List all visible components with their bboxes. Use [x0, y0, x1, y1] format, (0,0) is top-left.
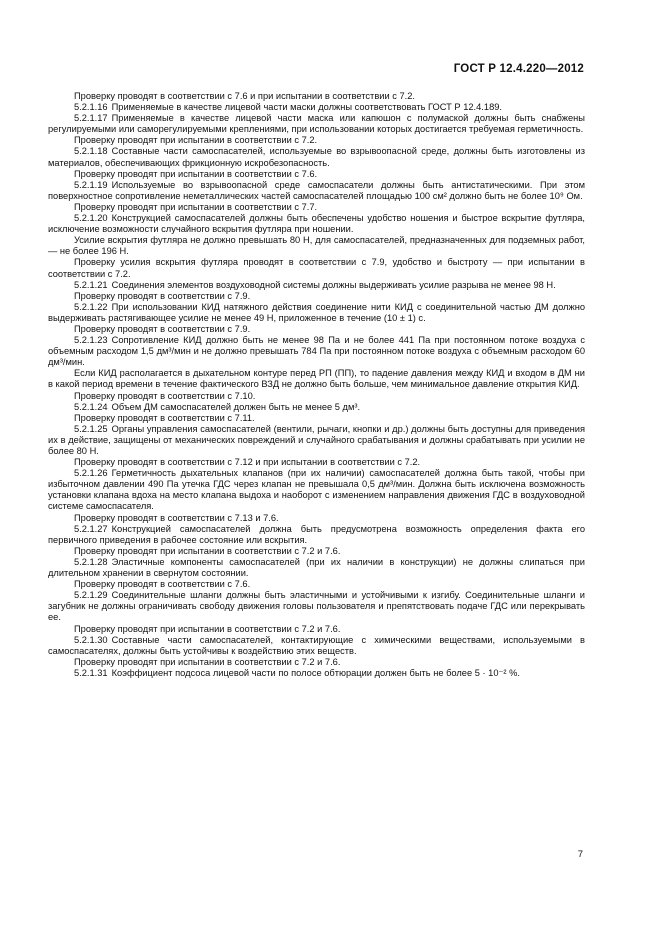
clause-number: 5.2.1.20	[74, 213, 108, 224]
clause-paragraph	[48, 335, 585, 368]
paragraph-text: Проверку проводят в соответствии с 7.9.	[74, 323, 251, 334]
verification-paragraph	[48, 257, 585, 279]
paragraph-text: Проверку проводят при испытании в соответствии с 7.2.	[74, 135, 318, 146]
verification-paragraph	[48, 291, 585, 302]
paragraph-text: Проверку проводят в соответствии с 7.10.	[74, 390, 256, 401]
verification-paragraph	[48, 135, 585, 146]
paragraph-text: Составные части самоспасателей, используемые во взрывоопасной среде, должны быть изготовлены из материалов, обеспечивающих фрикционную искробезопасность.	[48, 146, 585, 168]
verification-paragraph	[48, 391, 585, 402]
clause-number: 5.2.1.16	[74, 102, 108, 113]
clause-paragraph	[48, 468, 585, 512]
clause-paragraph	[48, 213, 585, 235]
paragraph-text: Конструкцией самоспасателей должны быть обеспечены удобство ношения и быстрое вскрытие футляра, исключение возможности случайного вскрытия футляра при ношении.	[48, 213, 585, 235]
paragraph-text: Проверку проводят в соответствии с 7.6.	[74, 579, 251, 590]
clause-paragraph	[48, 146, 585, 168]
verification-paragraph	[48, 235, 585, 257]
paragraph-text: Усилие вскрытия футляра не должно превышать 80 Н, для самоспасателей, предназначенных для подземных работ, — не более 196 Н.	[48, 235, 585, 257]
verification-paragraph	[48, 657, 585, 668]
clause-paragraph	[48, 180, 585, 202]
standard-header: ГОСТ Р 12.4.220—2012	[453, 63, 584, 75]
clause-number: 5.2.1.28	[74, 556, 108, 567]
paragraph-text: Проверку проводят при испытании в соответствии с 7.6.	[74, 168, 318, 179]
paragraph-text: Применяемые в качестве лицевой части маски должны соответствовать ГОСТ Р 12.4.189.	[111, 102, 502, 113]
clause-number: 5.2.1.19	[74, 179, 108, 190]
paragraph-text: Проверку проводят в соответствии с 7.13 и 7.6.	[74, 512, 279, 523]
clause-paragraph	[48, 302, 585, 324]
verification-paragraph	[48, 368, 585, 390]
verification-paragraph	[48, 457, 585, 468]
paragraph-text: Проверку проводят при испытании в соответствии с 7.2 и 7.6.	[74, 656, 341, 667]
clause-number: 5.2.1.18	[74, 146, 108, 157]
verification-paragraph	[48, 579, 585, 590]
paragraph-text: Соединения элементов воздуховодной системы должны выдерживать усилие разрыва не менее 98 Н.	[111, 279, 556, 290]
clause-paragraph	[48, 102, 585, 113]
clause-number: 5.2.1.26	[74, 468, 108, 479]
paragraph-text: Проверку проводят в соответствии с 7.12 и при испытании в соответствии с 7.2.	[74, 457, 421, 468]
verification-paragraph	[48, 324, 585, 335]
paragraph-text: Если КИД располагается в дыхательном контуре перед РП (ПП), то падение давления между КИД и входом в ДМ ни в какой период времени в течение фактического ВЗД не должно быть больше, чем минимальное давление открытия КИД.	[48, 368, 585, 390]
clause-paragraph	[48, 402, 585, 413]
verification-paragraph	[48, 91, 585, 102]
paragraph-text: Используемые во взрывоопасной среде самоспасатели должны быть антистатическими. При этом поверхностное сопротивление неметаллических частей самоспасателей площадью 100 см² должно быть не более 10⁹ Ом.	[48, 179, 585, 201]
paragraph-text: Проверку проводят при испытании в соответствии с 7.2 и 7.6.	[74, 545, 341, 556]
paragraph-text: Проверку проводят при испытании в соответствии с 7.2 и 7.6.	[74, 623, 341, 634]
clause-paragraph	[48, 635, 585, 657]
paragraph-text: Применяемые в качестве лицевой части маска или капюшон с полумаской должны быть снабжены регулируемыми или саморегулируемыми креплениями, при использовании которых достигается требуемая герметичность.	[48, 113, 585, 135]
clause-paragraph	[48, 524, 585, 546]
clause-paragraph	[48, 280, 585, 291]
verification-paragraph	[48, 202, 585, 213]
clause-paragraph	[48, 113, 585, 135]
paragraph-text: Составные части самоспасателей, контактирующие с химическими веществами, используемыми в самоспасателях, должны быть устойчивы к воздействию этих веществ.	[48, 634, 585, 656]
page-number: 7	[577, 849, 583, 860]
paragraph-text: При использовании КИД натяжного действия соединение нити КИД с соединительной частью ДМ должно выдерживать растягивающее усилие не менее 49 Н, приложенное в течение (10 ± 1) с.	[48, 301, 585, 323]
paragraph-text: Герметичность дыхательных клапанов (при их наличии) самоспасателей должна быть такой, чтобы при избыточном давлении 490 Па утечка ГДС через клапан не превышала 0,5 дм³/мин. Должна быть исключена возможность установки клапана вдоха на место клапана выдоха и наоборот с изменением направления движения ГДС в воздуховодной системе самоспасателя.	[48, 468, 585, 512]
clause-number: 5.2.1.27	[74, 523, 108, 534]
clause-number: 5.2.1.17	[74, 113, 108, 124]
paragraph-text: Проверку усилия вскрытия футляра проводят в соответствии с 7.9, удобство и быстроту — при испытании в соответствии с 7.2.	[48, 257, 585, 279]
paragraph-text: Сопротивление КИД должно быть не менее 98 Па и не более 441 Па при постоянном потоке воздуха с объемным расходом 1,5 дм³/мин и не должно превышать 784 Па при постоянном потоке воздуха с объемным расходом 60 дм³/мин.	[48, 335, 585, 368]
paragraph-text: Проверку проводят в соответствии с 7.6 и при испытании в соответствии с 7.2.	[74, 91, 415, 101]
clause-number: 5.2.1.29	[74, 590, 108, 601]
verification-paragraph	[48, 513, 585, 524]
paragraph-text: Органы управления самоспасателей (вентили, рычаги, кнопки и др.) должны быть доступны для приведения их в действие, защищены от механических повреждений и случайного срабатывания и должны срабатывать при усилии не более 80 Н.	[48, 423, 585, 456]
paragraph-text: Объем ДМ самоспасателей должен быть не менее 5 дм³.	[111, 401, 361, 412]
clause-number: 5.2.1.25	[74, 423, 108, 434]
paragraph-text: Соединительные шланги должны быть эластичными и устойчивыми к изгибу. Соединительные шланги и загубник не должны ограничивать свободу движения головы пользователя и препятствовать подаче ГДС или перекрывать ее.	[48, 590, 585, 623]
verification-paragraph	[48, 624, 585, 635]
verification-paragraph	[48, 169, 585, 180]
clause-paragraph	[48, 590, 585, 623]
verification-paragraph	[48, 546, 585, 557]
paragraph-text: Коэффициент подсоса лицевой части по полосе обтюрации должен быть не более 5 · 10⁻² %.	[111, 667, 520, 678]
paragraph-text: Проверку проводят в соответствии с 7.9.	[74, 290, 251, 301]
clause-number: 5.2.1.21	[74, 279, 108, 290]
clause-paragraph	[48, 668, 585, 679]
clause-number: 5.2.1.23	[74, 335, 108, 346]
paragraph-text: Конструкцией самоспасателей должна быть предусмотрена возможность определения факта его первичного приведения в рабочее состояние или вскрытия.	[48, 523, 585, 545]
clause-number: 5.2.1.30	[74, 634, 108, 645]
clause-number: 5.2.1.24	[74, 401, 108, 412]
clause-number: 5.2.1.22	[74, 301, 108, 312]
document-body	[48, 91, 585, 679]
paragraph-text: Проверку проводят в соответствии с 7.11.	[74, 412, 255, 423]
verification-paragraph	[48, 413, 585, 424]
paragraph-text: Проверку проводят при испытании в соответствии с 7.7.	[74, 201, 318, 212]
clause-paragraph	[48, 557, 585, 579]
clause-paragraph	[48, 424, 585, 457]
clause-number: 5.2.1.31	[74, 667, 108, 678]
paragraph-text: Эластичные компоненты самоспасателей (при их наличии в конструкции) не должны слипаться при длительном хранении в свернутом состоянии.	[48, 556, 585, 579]
